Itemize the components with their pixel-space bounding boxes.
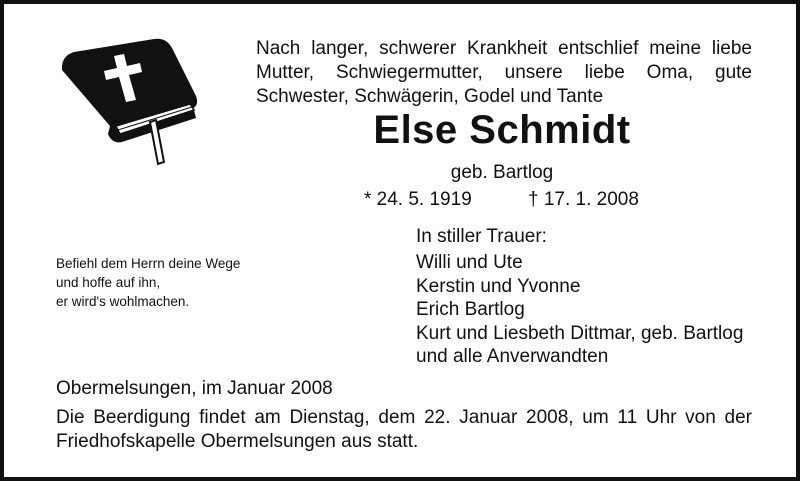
funeral-info [56,406,752,454]
bible-with-cross-icon [56,34,204,172]
death-date: † 17. 1. 2008 [528,189,639,210]
mourning-label: In stiller Trauer: [416,226,547,247]
mourner-entry: Kurt und Liesbeth Dittmar, geb. Bartlog [416,322,744,344]
deceased-name: Else Schmidt [373,108,631,152]
maiden-name: geb. Bartlog [450,162,554,183]
intro-line: Mutter, Schwiegermutter, unsere liebe Oma, gute [256,62,752,83]
mourner-entry: Erich Bartlog [416,299,525,320]
place-date: Obermelsungen, im Januar 2008 [56,378,333,399]
mourner-entry: Kerstin und Yvonne [416,275,581,297]
mourner-entry: und alle Anverwandten [416,346,609,367]
funeral-line: Die Beerdigung findet am Dienstag, dem 22. Januar 2008, um 11 Uhr von der [56,407,752,428]
intro-text [256,37,752,109]
intro-line: Nach langer, schwerer Krankheit entschlief meine liebe [256,38,752,59]
mourner-entry: Willi und Ute [416,252,523,273]
verse-line: er wird's wohlmachen. [56,294,190,309]
funeral-line: Friedhofskapelle Obermelsungen aus statt. [56,431,419,452]
verse-line: und hoffe auf ihn, [56,275,161,290]
intro-line: Schwester, Schwägerin, Godel und Tante [256,86,604,107]
mourners-list [416,251,743,369]
birth-date: * 24. 5. 1919 [364,189,472,210]
verse-line: Befiehl dem Herrn deine Wege [56,256,241,271]
bible-verse [56,254,240,311]
